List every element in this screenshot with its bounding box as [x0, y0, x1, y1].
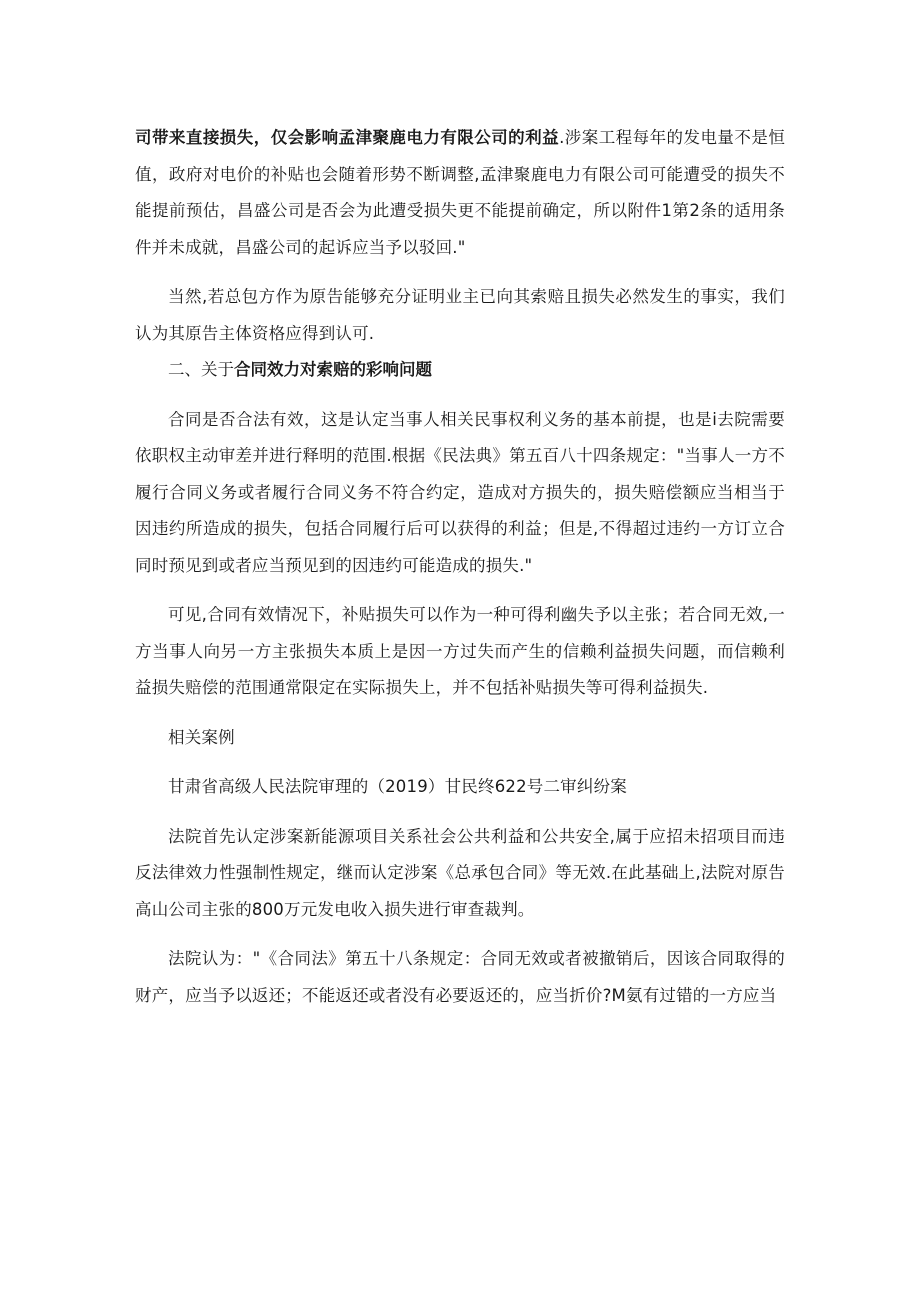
- paragraph-7: 法院首先认定涉案新能源项目关系社会公共利益和公共安全,属于应招未招项目而违反法律效力性强制性规定，继而认定涉案《总承包合同》等无效.在此基础上,法院对原告高山公司主张的800万元发电收入损失进行审查裁判。: [135, 826, 785, 919]
- paragraph-1-bold-lead: 司带来直接损失，仅会影响孟津聚鹿电力有限公司的利益: [135, 128, 560, 147]
- section-heading-2: [135, 352, 785, 389]
- paragraph-related-cases: 相关案例: [168, 727, 235, 747]
- paragraph-8: 法院认为："《合同法》第五十八条规定：合同无效或者被撤销后，因该合同取得的财产，应当予以返还；不能返还或者没有必要返还的，应当折价?M氨有过错的一方应当: [135, 949, 785, 1005]
- section-heading-2-title: 合同效力对索赔的彩响问题: [234, 360, 432, 379]
- section-heading-2-prefix: 二、关于: [168, 360, 234, 379]
- document-page: [135, 120, 785, 1014]
- paragraph-2: 当然,若总包方作为原告能够充分证明业主已向其索赔且损失必然发生的事实，我们认为其原告主体资格应得到认可.: [135, 287, 785, 343]
- paragraph-1-rest: .涉案工程每年的发电量不是恒值，政府对电价的补贴也会随着形势不断调整,孟津聚鹿电力有限公司可能遭受的损失不能提前预估，昌盛公司是否会为此遭受损失更不能提前确定，所以附件1第2条的适用条件并未成就，昌盛公司的起诉应当予以驳回.": [135, 128, 786, 257]
- paragraph-1: [135, 120, 785, 266]
- paragraph-case-title: 甘肃省高级人民法院审理的（2019）甘民终622号二审纠纷案: [168, 777, 627, 796]
- paragraph-4: 可见,合同有效情况下，补贴损失可以作为一种可得利幽失予以主张；若合同无效,一方当事人向另一方主张损失本质上是因一方过失而产生的信赖利益损失问题，而信赖利益损失赔偿的范围通常限定在实际损失上，并不包括补贴损失等可得利益损失.: [135, 605, 785, 697]
- paragraph-3: 合同是否合法有效，这是认定当事人相关民事权利义务的基本前提，也是i去院需要依职权主动审差并进行释明的范围.根据《民法典》第五百八十四条规定："当事人一方不履行合同义务或者履行合同义务不符合约定，造成对方损失的，损失赔偿额应当相当于因违约所造成的损失，包括合同履行后可以获得的利益；但是,不得超过违约一方订立合同时预见到或者应当预见到的因违约可能造成的损失.": [135, 409, 785, 575]
